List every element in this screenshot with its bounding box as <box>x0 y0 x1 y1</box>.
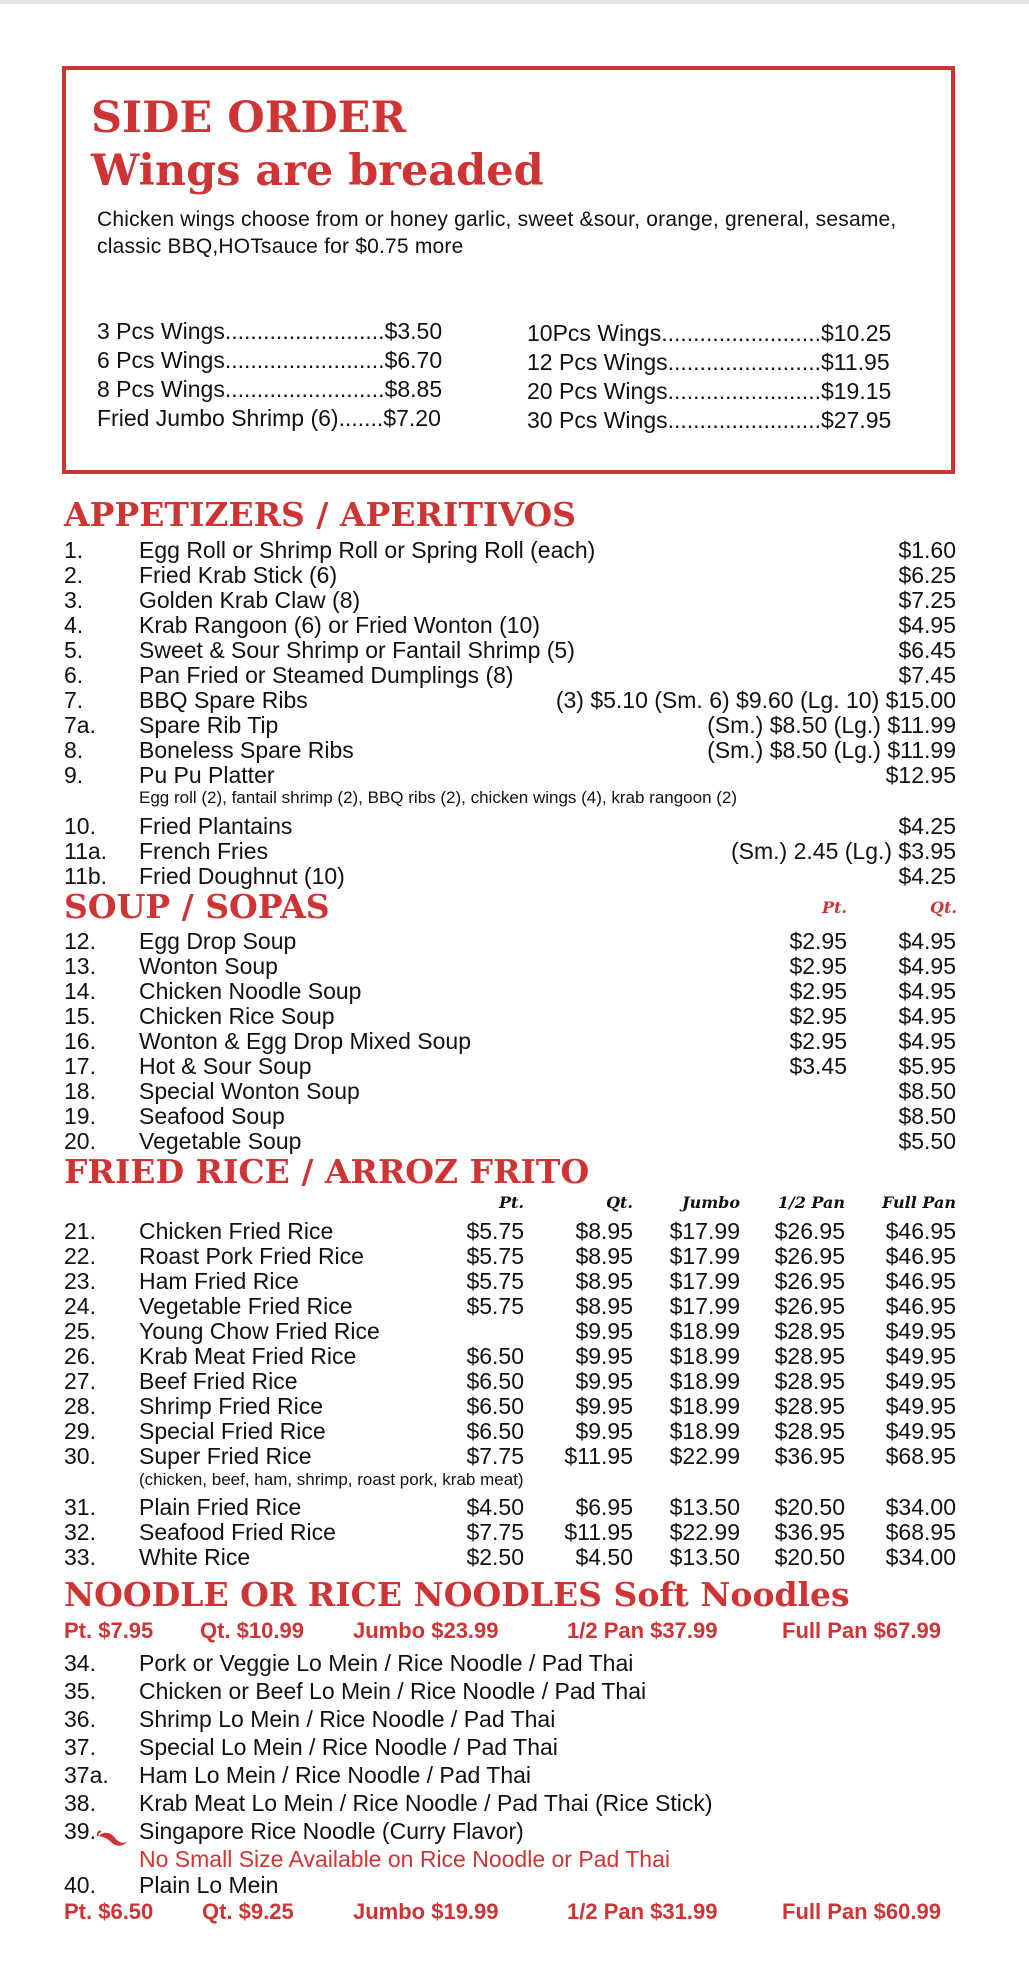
wings-breaded-title: Wings are breaded <box>91 146 544 196</box>
price-jumbo: Jumbo $23.99 <box>353 1618 499 1643</box>
top-divider <box>0 0 1029 4</box>
menu-item <box>0 663 1029 688</box>
item-name: Wonton Soup <box>139 953 278 979</box>
item-price: $17.99 <box>669 1293 740 1319</box>
item-price: $20.50 <box>774 1544 845 1570</box>
item-price-qt: $4.95 <box>898 978 956 1004</box>
menu-item <box>0 1419 1029 1444</box>
item-price: $8.95 <box>575 1268 633 1294</box>
item-name: Fried Doughnut (10) <box>139 863 345 889</box>
soup-col-qt: Qt. <box>930 898 957 917</box>
price-full-pan: Full Pan $60.99 <box>782 1899 941 1924</box>
item-price: $18.99 <box>669 1318 740 1344</box>
item-name: Pu Pu Platter <box>139 762 275 788</box>
item-price: $17.99 <box>669 1243 740 1269</box>
item-name: French Fries <box>139 838 269 864</box>
item-price: $6.50 <box>466 1368 524 1394</box>
item-name: Roast Pork Fried Rice <box>139 1243 364 1269</box>
item-price: $18.99 <box>669 1343 740 1369</box>
side-order-box <box>62 66 955 474</box>
item-price: $18.99 <box>669 1368 740 1394</box>
item-name: Special Lo Mein / Rice Noodle / Pad Thai <box>139 1734 558 1760</box>
item-price: $4.50 <box>575 1544 633 1570</box>
menu-item <box>0 1873 1029 1898</box>
price-pt: Pt. $7.95 <box>64 1618 154 1643</box>
item-number: 5. <box>64 637 84 663</box>
item-price: (Sm.) $8.50 (Lg.) $11.99 <box>707 712 956 738</box>
item-name: Ham Fried Rice <box>139 1268 299 1294</box>
item-price: $4.25 <box>898 863 956 889</box>
item-price: $26.95 <box>774 1218 845 1244</box>
item-name: Egg Roll or Shrimp Roll or Spring Roll (each) <box>139 537 596 563</box>
menu-item <box>0 1763 1029 1788</box>
price-half-pan: 1/2 Pan $31.99 <box>567 1899 718 1924</box>
item-number: 18. <box>64 1078 96 1104</box>
item-price: $34.00 <box>885 1544 956 1570</box>
item-price: $28.95 <box>774 1318 845 1344</box>
chili-spicy-icon <box>97 1828 129 1848</box>
item-number: 17. <box>64 1053 96 1079</box>
item-price: $18.99 <box>669 1418 740 1444</box>
item-price: $9.95 <box>575 1318 633 1344</box>
item-price: $9.95 <box>575 1343 633 1369</box>
col-header-qt: Qt. <box>606 1193 633 1212</box>
item-number: 15. <box>64 1003 96 1029</box>
item-number: 19. <box>64 1103 96 1129</box>
item-price-pt: $3.45 <box>789 1053 847 1079</box>
menu-item <box>0 1369 1029 1394</box>
item-price: $5.75 <box>466 1243 524 1269</box>
menu-item <box>0 538 1029 563</box>
item-price: $5.75 <box>466 1293 524 1319</box>
item-number: 6. <box>64 662 84 688</box>
col-header-half-pan: 1/2 Pan <box>777 1193 845 1212</box>
item-number: 13. <box>64 953 96 979</box>
item-price: $11.95 <box>564 1519 633 1545</box>
menu-item <box>0 929 1029 954</box>
item-price: $8.95 <box>575 1293 633 1319</box>
item-number: 31. <box>64 1494 96 1520</box>
item-name: Plain Fried Rice <box>139 1494 302 1520</box>
item-number: 26. <box>64 1343 96 1369</box>
appetizers-title: APPETIZERS / APERITIVOS <box>64 495 576 534</box>
item-name: Shrimp Lo Mein / Rice Noodle / Pad Thai <box>139 1706 556 1732</box>
item-number: 1. <box>64 537 84 563</box>
item-name: BBQ Spare Ribs <box>139 687 308 713</box>
col-header-jumbo: Jumbo <box>682 1193 740 1212</box>
wings-item: 10Pcs Wings.........................$10.25 <box>527 320 892 346</box>
menu-item <box>0 1079 1029 1104</box>
item-number: 10. <box>64 813 96 839</box>
item-price-pt: $2.95 <box>789 928 847 954</box>
item-price: $49.95 <box>885 1368 956 1394</box>
jumbo-shrimp-item: Fried Jumbo Shrimp (6).......$7.20 <box>97 405 441 431</box>
item-price: $46.95 <box>885 1268 956 1294</box>
item-name: Special Fried Rice <box>139 1418 326 1444</box>
item-price: $4.25 <box>898 813 956 839</box>
col-header-pt: Pt. <box>499 1193 524 1212</box>
item-price: $46.95 <box>885 1293 956 1319</box>
item-name: Special Wonton Soup <box>139 1078 360 1104</box>
item-price: (Sm.) 2.45 (Lg.) $3.95 <box>731 838 956 864</box>
menu-item <box>0 1735 1029 1760</box>
item-name: Ham Lo Mein / Rice Noodle / Pad Thai <box>139 1762 532 1788</box>
item-number: 28. <box>64 1393 96 1419</box>
menu-item <box>0 1444 1029 1469</box>
item-name: Chicken Noodle Soup <box>139 978 362 1004</box>
menu-item <box>0 1545 1029 1570</box>
item-price: $8.95 <box>575 1243 633 1269</box>
menu-item <box>0 1520 1029 1545</box>
item-number: 33. <box>64 1544 96 1570</box>
item-price: $6.45 <box>898 637 956 663</box>
item-name: Shrimp Fried Rice <box>139 1393 324 1419</box>
item-name: Vegetable Soup <box>139 1128 302 1154</box>
menu-item <box>0 1129 1029 1154</box>
item-name: White Rice <box>139 1544 251 1570</box>
item-number: 4. <box>64 612 84 638</box>
item-name: Hot & Sour Soup <box>139 1053 312 1079</box>
item-number: 7a. <box>64 712 96 738</box>
item-name: Pan Fried or Steamed Dumplings (8) <box>139 662 514 688</box>
item-name: Plain Lo Mein <box>139 1872 279 1898</box>
menu-item <box>0 738 1029 763</box>
item-name: Krab Meat Lo Mein / Rice Noodle / Pad Thai (Rice Stick) <box>139 1790 713 1816</box>
item-name: Sweet & Sour Shrimp or Fantail Shrimp (5) <box>139 637 575 663</box>
item-price: $28.95 <box>774 1393 845 1419</box>
item-price: $28.95 <box>774 1368 845 1394</box>
price-full-pan: Full Pan $67.99 <box>782 1618 941 1643</box>
item-name: Young Chow Fried Rice <box>139 1318 380 1344</box>
item-price: $49.95 <box>885 1343 956 1369</box>
item-price: $68.95 <box>885 1519 956 1545</box>
menu-item <box>0 1104 1029 1129</box>
item-number: 25. <box>64 1318 96 1344</box>
item-number: 11a. <box>64 838 108 864</box>
item-number: 23. <box>64 1268 96 1294</box>
item-price: $26.95 <box>774 1293 845 1319</box>
item-number: 7. <box>64 687 84 713</box>
menu-item <box>0 613 1029 638</box>
item-price: $28.95 <box>774 1418 845 1444</box>
item-price: (Sm.) $8.50 (Lg.) $11.99 <box>707 737 956 763</box>
price-qt: Qt. $9.25 <box>202 1899 294 1924</box>
item-number: 24. <box>64 1293 96 1319</box>
item-number: 38. <box>64 1790 96 1816</box>
item-name: Chicken or Beef Lo Mein / Rice Noodle / Pad Thai <box>139 1678 647 1704</box>
item-name: Beef Fried Rice <box>139 1368 298 1394</box>
item-price: $4.50 <box>466 1494 524 1520</box>
item-price-qt: $8.50 <box>898 1078 956 1104</box>
price-jumbo: Jumbo $19.99 <box>353 1899 499 1924</box>
menu-item <box>0 638 1029 663</box>
menu-item <box>0 1319 1029 1344</box>
item-price: $6.95 <box>575 1494 633 1520</box>
item-price: $12.95 <box>885 762 956 788</box>
wings-item: 12 Pcs Wings........................$11.95 <box>527 349 890 375</box>
soup-col-pt: Pt. <box>822 898 847 917</box>
item-price: $28.95 <box>774 1343 845 1369</box>
menu-item <box>0 1394 1029 1419</box>
menu-item <box>0 864 1029 889</box>
item-name: Krab Rangoon (6) or Fried Wonton (10) <box>139 612 540 638</box>
menu-item <box>0 1344 1029 1369</box>
wings-item: 20 Pcs Wings........................$19.15 <box>527 378 892 404</box>
menu-item <box>0 1679 1029 1704</box>
item-name: Singapore Rice Noodle (Curry Flavor) <box>139 1818 524 1844</box>
item-price: $17.99 <box>669 1268 740 1294</box>
menu-item <box>0 588 1029 613</box>
item-price: $20.50 <box>774 1494 845 1520</box>
menu-item <box>0 979 1029 1004</box>
item-number: 29. <box>64 1418 96 1444</box>
menu-item <box>0 1029 1029 1054</box>
item-price: $7.75 <box>466 1443 524 1469</box>
item-number: 32. <box>64 1519 96 1545</box>
item-price: $26.95 <box>774 1268 845 1294</box>
item-price: $49.95 <box>885 1418 956 1444</box>
noodles-title: NOODLE OR RICE NOODLES Soft Noodles <box>64 1575 850 1614</box>
menu-item <box>0 1294 1029 1319</box>
item-number: 36. <box>64 1706 96 1732</box>
item-number: 27. <box>64 1368 96 1394</box>
item-number: 40. <box>64 1872 96 1898</box>
no-small-size-note: No Small Size Available on Rice Noodle or Pad Thai <box>139 1846 670 1872</box>
item-price: $6.25 <box>898 562 956 588</box>
menu-item <box>0 563 1029 588</box>
item-price: $26.95 <box>774 1243 845 1269</box>
item-price-pt: $2.95 <box>789 1028 847 1054</box>
menu-item <box>0 1819 1029 1844</box>
item-name: Chicken Fried Rice <box>139 1218 334 1244</box>
item-number: 8. <box>64 737 84 763</box>
item-price: (3) $5.10 (Sm. 6) $9.60 (Lg. 10) $15.00 <box>555 687 956 713</box>
item-name: Spare Rib Tip <box>139 712 279 738</box>
menu-item <box>0 1244 1029 1269</box>
plain-lo-mein-prices-row <box>64 1898 964 1926</box>
item-number: 3. <box>64 587 84 613</box>
menu-item <box>0 814 1029 839</box>
wings-description: Chicken wings choose from or honey garlic, sweet &sour, orange, greneral, sesame, classic BBQ,HOTsauce for $0.75 more <box>97 208 897 258</box>
item-price: $22.99 <box>669 1519 740 1545</box>
item-number: 34. <box>64 1650 96 1676</box>
item-name: Seafood Soup <box>139 1103 285 1129</box>
item-number: 21. <box>64 1218 96 1244</box>
item-name: Vegetable Fried Rice <box>139 1293 353 1319</box>
menu-item <box>0 688 1029 713</box>
item-number: 30. <box>64 1443 96 1469</box>
price-qt: Qt. $10.99 <box>200 1618 304 1643</box>
item-price: $7.75 <box>466 1519 524 1545</box>
item-number: 35. <box>64 1678 96 1704</box>
wings-item: 8 Pcs Wings.........................$8.85 <box>97 376 443 402</box>
item-price: $6.50 <box>466 1393 524 1419</box>
col-header-full-pan: Full Pan <box>881 1193 956 1212</box>
item-price: $11.95 <box>564 1443 633 1469</box>
item-price: $49.95 <box>885 1393 956 1419</box>
item-price: $6.50 <box>466 1418 524 1444</box>
item-price-pt: $2.95 <box>789 953 847 979</box>
item-price-qt: $8.50 <box>898 1103 956 1129</box>
menu-item <box>0 1707 1029 1732</box>
item-name: Pork or Veggie Lo Mein / Rice Noodle / Pad Thai <box>139 1650 634 1676</box>
wings-item: 3 Pcs Wings.........................$3.50 <box>97 318 443 344</box>
menu-item <box>0 1219 1029 1244</box>
platter-note: Egg roll (2), fantail shrimp (2), BBQ ribs (2), chicken wings (4), krab rangoon (2) <box>139 788 738 807</box>
item-name: Fried Krab Stick (6) <box>139 562 338 588</box>
item-price-qt: $5.50 <box>898 1128 956 1154</box>
menu-item <box>0 1054 1029 1079</box>
item-price: $7.25 <box>898 587 956 613</box>
item-price: $9.95 <box>575 1393 633 1419</box>
item-number: 11b. <box>64 863 108 889</box>
item-price: $5.75 <box>466 1218 524 1244</box>
menu-item <box>0 1651 1029 1676</box>
item-price: $2.50 <box>466 1544 524 1570</box>
item-number: 37. <box>64 1734 96 1760</box>
noodle-prices-row <box>64 1617 964 1645</box>
menu-item <box>0 763 1029 788</box>
item-price: $46.95 <box>885 1218 956 1244</box>
item-price: $46.95 <box>885 1243 956 1269</box>
item-price: $1.60 <box>898 537 956 563</box>
item-name: Boneless Spare Ribs <box>139 737 354 763</box>
item-price: $49.95 <box>885 1318 956 1344</box>
item-price: $9.95 <box>575 1368 633 1394</box>
item-price: $6.50 <box>466 1343 524 1369</box>
menu-item <box>0 1004 1029 1029</box>
price-half-pan: 1/2 Pan $37.99 <box>567 1618 718 1643</box>
menu-item <box>0 954 1029 979</box>
item-price-pt: $2.95 <box>789 1003 847 1029</box>
item-name: Seafood Fried Rice <box>139 1519 336 1545</box>
item-number: 12. <box>64 928 96 954</box>
item-price-qt: $5.95 <box>898 1053 956 1079</box>
menu-item <box>0 1495 1029 1520</box>
item-price: $13.50 <box>669 1494 740 1520</box>
item-price-qt: $4.95 <box>898 1028 956 1054</box>
item-name: Wonton & Egg Drop Mixed Soup <box>139 1028 471 1054</box>
item-number: 14. <box>64 978 96 1004</box>
wings-item: 30 Pcs Wings........................$27.95 <box>527 407 892 433</box>
super-fried-rice-note: (chicken, beef, ham, shrimp, roast pork, krab meat) <box>139 1470 524 1489</box>
menu-item <box>0 713 1029 738</box>
soup-title: SOUP / SOPAS <box>64 887 330 926</box>
item-name: Egg Drop Soup <box>139 928 297 954</box>
side-order-title: SIDE ORDER <box>91 93 407 143</box>
item-price: $36.95 <box>774 1443 845 1469</box>
item-name: Chicken Rice Soup <box>139 1003 335 1029</box>
item-number: 16. <box>64 1028 96 1054</box>
fried-rice-title: FRIED RICE / ARROZ FRITO <box>64 1152 590 1191</box>
item-price: $7.45 <box>898 662 956 688</box>
item-price: $17.99 <box>669 1218 740 1244</box>
item-name: Fried Plantains <box>139 813 293 839</box>
item-price: $22.99 <box>669 1443 740 1469</box>
menu-item <box>0 1269 1029 1294</box>
price-pt: Pt. $6.50 <box>64 1899 154 1924</box>
item-price-pt: $2.95 <box>789 978 847 1004</box>
item-price: $9.95 <box>575 1418 633 1444</box>
item-price: $68.95 <box>885 1443 956 1469</box>
item-number: 20. <box>64 1128 96 1154</box>
item-price-qt: $4.95 <box>898 953 956 979</box>
item-price: $18.99 <box>669 1393 740 1419</box>
item-price: $5.75 <box>466 1268 524 1294</box>
item-price: $34.00 <box>885 1494 956 1520</box>
item-name: Krab Meat Fried Rice <box>139 1343 357 1369</box>
item-name: Golden Krab Claw (8) <box>139 587 361 613</box>
item-number: 2. <box>64 562 84 588</box>
item-price: $36.95 <box>774 1519 845 1545</box>
menu-item <box>0 1791 1029 1816</box>
item-name: Super Fried Rice <box>139 1443 312 1469</box>
item-number: 22. <box>64 1243 96 1269</box>
item-price-qt: $4.95 <box>898 1003 956 1029</box>
menu-item <box>0 839 1029 864</box>
item-price: $8.95 <box>575 1218 633 1244</box>
wings-item: 6 Pcs Wings.........................$6.70 <box>97 347 443 373</box>
item-price: $4.95 <box>898 612 956 638</box>
item-number: 9. <box>64 762 84 788</box>
item-number: 39. <box>64 1818 96 1844</box>
item-price: $13.50 <box>669 1544 740 1570</box>
item-price-qt: $4.95 <box>898 928 956 954</box>
item-number: 37a. <box>64 1762 109 1788</box>
